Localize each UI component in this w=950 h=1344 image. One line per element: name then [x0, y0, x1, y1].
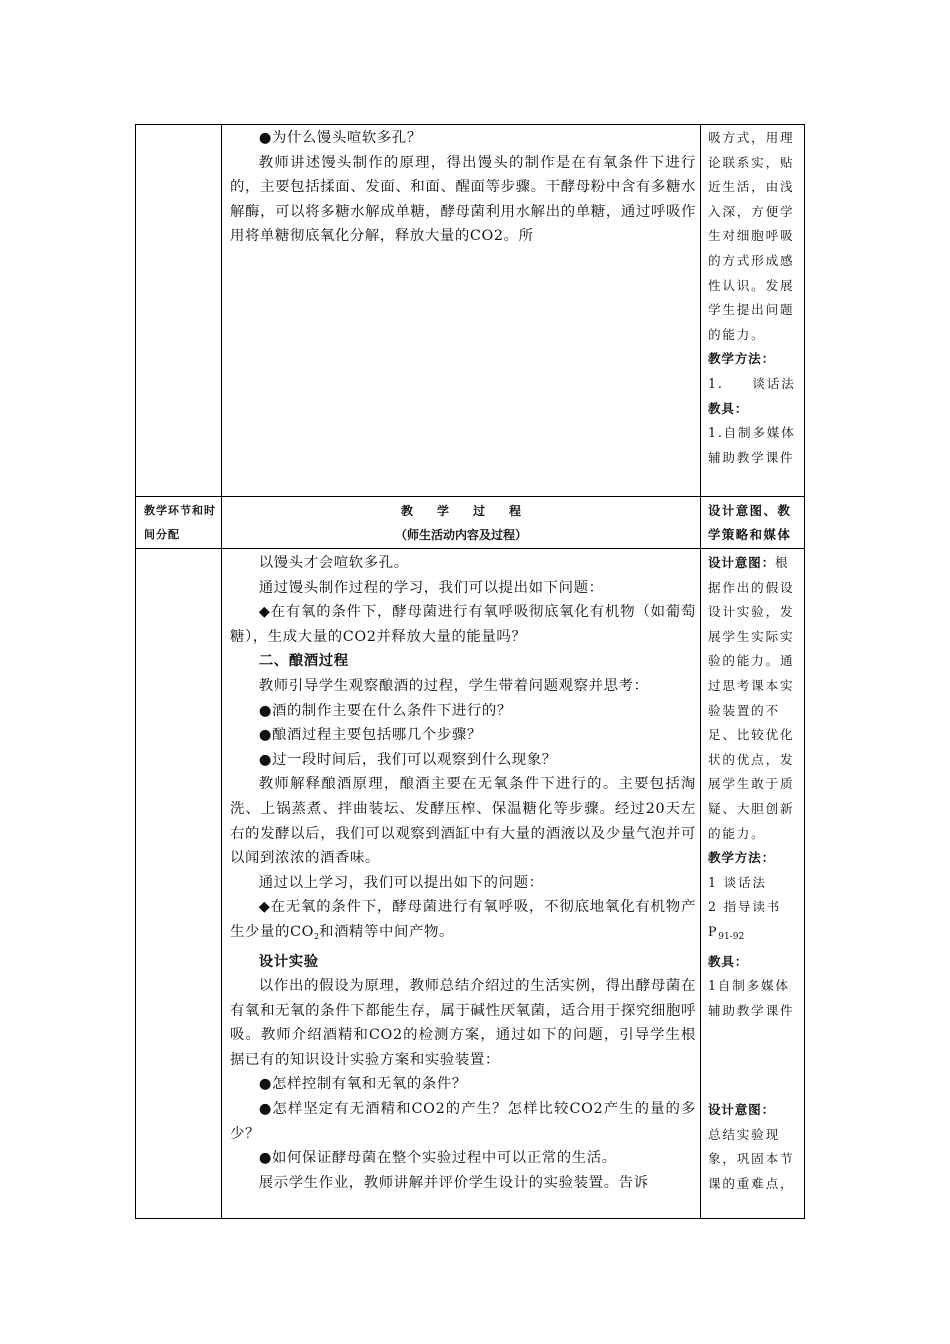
method-item-2: 2 指导读书$P_{91-92}$	[708, 899, 782, 942]
header-stage-cell	[144, 499, 216, 547]
intent-text: 根据作出的假设设计实验，发展学生实际实验的能力。通过思考课本实验装置的不足、比较优化状的优点，发展学生敢于质疑、大胆创新的能力。	[708, 555, 795, 841]
body-tools-label: 教具：	[708, 953, 749, 969]
bun-principle-paragraph: 教师讲述馒头制作的原理，得出馒头的制作是在有氧条件下进行的，主要包括揉面、发面、和面、醒面等步骤。干酵母粉中含有多糖水解酶，可以将多糖水解成单糖，酵母菌利用水解出的单糖，通过呼吸作用将单糖彻底氧化分解，释放大量的CO2。所	[230, 154, 696, 245]
header-stage-label: 教学环节和时间分配	[144, 504, 216, 541]
header-process-title: 教 学 过 程	[400, 504, 521, 518]
top-design-text: 吸方式，用理论联系实，贴近生活，由浅入深，方便学生对细胞呼吸的方式形成感性认识。发展学生提出问题的能力。	[708, 130, 795, 342]
body-main-cell	[230, 551, 696, 1195]
question-brewing-condition: ●酒的制作主要在什么条件下进行的？	[258, 702, 512, 719]
paragraph-brewing-principle: 教师解释酿酒原理，酿酒主要在无氧条件下进行的。主要包括淘洗、上锅蒸煮、拌曲装坛、发酵压榨、保温糖化等步骤。经过20天左右的发酵以后，我们可以观察到酒缸中有大量的酒液以及少量气泡并可以闻到浓浓的酒香味。	[230, 776, 696, 867]
body-tools-text: 1自制多媒体辅助教学课件	[708, 978, 795, 1018]
intent-label: 设计意图：	[708, 555, 775, 570]
question-detect-products: ●怎样坚定有无酒精和CO2的产生？怎样比较CO2产生的量的多少？	[230, 1101, 696, 1142]
paragraph-design-intro: 以作出的假设为原理，教师总结介绍过的生活实例，得出酵母菌在有氧和无氧的条件下都能生存，属于碱性厌氧菌，适合用于探究细胞呼吸。教师介绍酒精和CO2的检测方案，通过如下的问题，引导学生根据已有的知识设计实验方案和实验装置：	[230, 978, 696, 1068]
intent2-text: 总结实验现象，巩固本节课的重难点，	[708, 1126, 795, 1191]
question-yeast-survival: ●如何保证酵母菌在整个实验过程中可以正常的生活。	[258, 1150, 617, 1167]
top-tools-label: 教具：	[708, 400, 749, 416]
table-left-border	[135, 124, 136, 1219]
intent-block	[708, 551, 800, 846]
paragraph-brewing-intro: 教师引导学生观察酿酒的过程，学生带着问题观察并思考：	[258, 677, 649, 694]
top-method-text: 1. 谈话法	[708, 375, 796, 391]
method-item-1: 1 谈话法	[708, 874, 767, 890]
header-top-border	[135, 496, 805, 497]
header-design-cell	[708, 499, 800, 547]
paragraph-question-intro: 通过馒头制作过程的学习，我们可以提出如下问题：	[258, 579, 604, 596]
table-top-border	[135, 124, 805, 125]
paragraph-anaerobic-question: ◆在无氧的条件下，酵母菌进行有氧呼吸，不彻底地氧化有机物产生少量的$CO_2$和酒精等中间产物。	[230, 899, 696, 941]
section-heading-brewing: 二、酿酒过程	[258, 652, 349, 670]
table-bottom-border	[135, 1218, 805, 1219]
column-divider-2	[700, 124, 701, 1219]
body-side-cell-2	[708, 1098, 800, 1196]
question-steamed-bun: ●为什么馒头喧软多孔？	[258, 130, 422, 146]
top-side-cell	[708, 126, 800, 470]
header-design-label: 设计意图、教学策略和媒体	[708, 503, 792, 542]
header-bottom-border	[135, 548, 805, 549]
question-brewing-steps: ●酿酒过程主要包括哪几个步骤？	[258, 727, 482, 744]
top-tools-text: 1.自制多媒体辅助教学课件	[708, 425, 796, 465]
header-process-cell	[222, 499, 700, 547]
question-control-oxygen: ●怎样控制有氧和无氧的条件？	[258, 1076, 467, 1093]
paragraph-question-intro-2: 通过以上学习，我们可以提出如下的问题：	[258, 874, 544, 891]
top-main-cell	[230, 126, 696, 249]
paragraph-bun-conclusion: 以馒头才会喧软多孔。	[258, 555, 409, 571]
top-method-label: 教学方法：	[708, 351, 775, 367]
column-divider-1	[221, 124, 222, 1219]
intent2-label: 设计意图：	[708, 1102, 775, 1117]
paragraph-aerobic-question: ◆在有氧的条件下，酵母菌进行有氧呼吸彻底氧化有机物（如葡萄糖），生成大量的CO2并释放大量的能量吗？	[230, 604, 696, 645]
section-heading-design: 设计实验	[258, 952, 319, 970]
body-side-cell	[708, 551, 800, 1023]
header-process-subtitle: （师生活动内容及过程）	[394, 528, 527, 542]
question-brewing-phenomenon: ●过一段时间后，我们可以观察到什么现象？	[258, 751, 557, 768]
paragraph-evaluate-designs: 展示学生作业，教师讲解并评价学生设计的实验装置。告诉	[258, 1174, 649, 1191]
body-method-label: 教学方法：	[708, 850, 775, 866]
table-right-border	[804, 124, 805, 1219]
